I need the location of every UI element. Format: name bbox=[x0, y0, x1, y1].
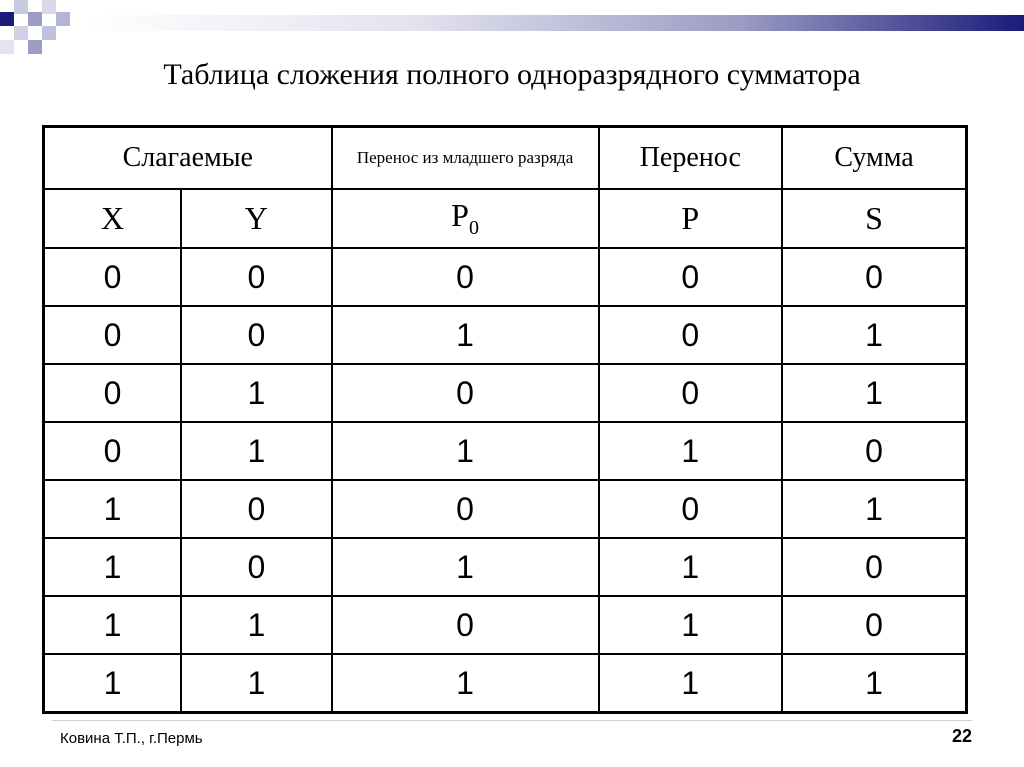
column-p0-base: P bbox=[451, 197, 469, 233]
column-y: Y bbox=[181, 189, 332, 248]
table-cell: 0 bbox=[44, 422, 182, 480]
footer-divider bbox=[52, 720, 972, 721]
table-cell: 1 bbox=[599, 422, 783, 480]
header-gradient-bar bbox=[84, 15, 1024, 31]
table-cell: 1 bbox=[782, 654, 966, 713]
table-cell: 0 bbox=[599, 248, 783, 306]
table-row bbox=[44, 422, 967, 480]
header-addends: Слагаемые bbox=[44, 127, 332, 190]
table-cell: 0 bbox=[599, 480, 783, 538]
deco-square bbox=[28, 40, 42, 54]
slide-title: Таблица сложения полного одноразрядного сумматора bbox=[163, 58, 861, 91]
column-s: S bbox=[782, 189, 966, 248]
table-cell: 1 bbox=[332, 538, 599, 596]
table-cell: 1 bbox=[599, 538, 783, 596]
deco-square bbox=[28, 12, 42, 26]
table-cell: 1 bbox=[181, 654, 332, 713]
deco-square bbox=[42, 0, 56, 14]
deco-square bbox=[56, 12, 70, 26]
table-row bbox=[44, 480, 967, 538]
table-cell: 1 bbox=[599, 654, 783, 713]
header-sum: Сумма bbox=[782, 127, 966, 190]
column-p0-subscript: 0 bbox=[468, 217, 479, 239]
table-cell: 1 bbox=[332, 654, 599, 713]
deco-square bbox=[42, 26, 56, 40]
table-cell: 1 bbox=[181, 422, 332, 480]
table-cell: 0 bbox=[782, 248, 966, 306]
table-row bbox=[44, 306, 967, 364]
deco-square bbox=[0, 40, 14, 54]
table-cell: 1 bbox=[44, 654, 182, 713]
column-p0 bbox=[332, 189, 599, 248]
table-cell: 0 bbox=[44, 248, 182, 306]
table-cell: 1 bbox=[44, 480, 182, 538]
table-group-header-row bbox=[44, 127, 967, 190]
deco-square bbox=[14, 26, 28, 40]
page-number: 22 bbox=[951, 726, 972, 746]
table-row bbox=[44, 364, 967, 422]
table-cell: 0 bbox=[599, 306, 783, 364]
table-cell: 0 bbox=[181, 538, 332, 596]
table-cell: 1 bbox=[599, 596, 783, 654]
table-cell: 1 bbox=[44, 538, 182, 596]
table-cell: 0 bbox=[181, 480, 332, 538]
table-row bbox=[44, 248, 967, 306]
table-row bbox=[44, 538, 967, 596]
table-cell: 0 bbox=[332, 480, 599, 538]
table-cell: 1 bbox=[782, 306, 966, 364]
table-cell: 0 bbox=[332, 364, 599, 422]
table-cell: 0 bbox=[782, 596, 966, 654]
table-cell: 0 bbox=[332, 596, 599, 654]
deco-square bbox=[0, 12, 14, 26]
table-column-header-row bbox=[44, 189, 967, 248]
table-cell: 0 bbox=[44, 306, 182, 364]
table-row bbox=[44, 596, 967, 654]
table-cell: 1 bbox=[782, 480, 966, 538]
table-cell: 1 bbox=[44, 596, 182, 654]
table-cell: 0 bbox=[332, 248, 599, 306]
table-cell: 0 bbox=[782, 538, 966, 596]
column-x: X bbox=[44, 189, 182, 248]
table-cell: 1 bbox=[181, 596, 332, 654]
table-cell: 1 bbox=[782, 364, 966, 422]
table-cell: 0 bbox=[181, 306, 332, 364]
table-cell: 0 bbox=[782, 422, 966, 480]
table-cell: 0 bbox=[44, 364, 182, 422]
table-cell: 0 bbox=[181, 248, 332, 306]
footer-author: Ковина Т.П., г.Пермь bbox=[60, 730, 203, 747]
deco-square bbox=[14, 0, 28, 14]
table-cell: 0 bbox=[599, 364, 783, 422]
full-adder-truth-table bbox=[42, 125, 968, 714]
table-cell: 1 bbox=[181, 364, 332, 422]
header-carry-in: Перенос из младшего разряда bbox=[332, 127, 599, 190]
column-p: P bbox=[599, 189, 783, 248]
table-cell: 1 bbox=[332, 306, 599, 364]
table-row bbox=[44, 654, 967, 713]
table-cell: 1 bbox=[332, 422, 599, 480]
header-carry: Перенос bbox=[599, 127, 783, 190]
